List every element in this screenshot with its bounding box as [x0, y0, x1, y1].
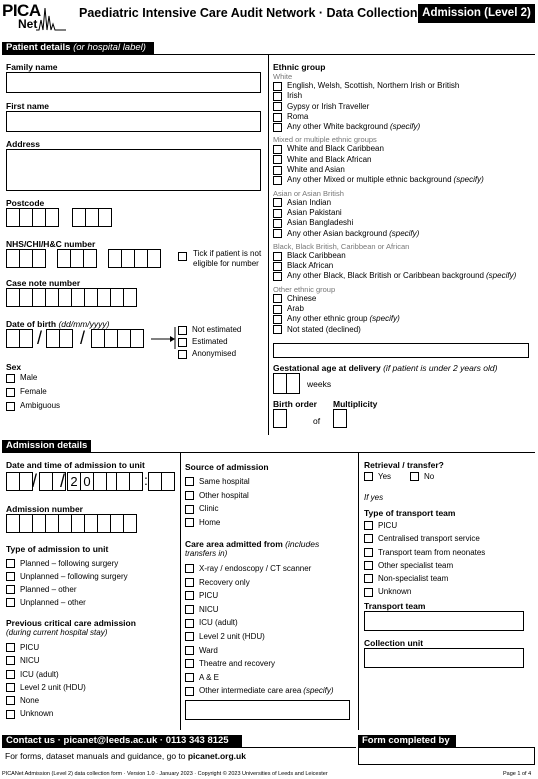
admission-divider-1 [180, 452, 181, 730]
care-other-intermediate[interactable] [185, 684, 334, 698]
checkbox[interactable] [364, 561, 373, 570]
specify-note: (specify) [453, 175, 484, 185]
patient-details-note: (or hospital label) [73, 42, 146, 53]
ethnic-option-other-mixed[interactable] [273, 175, 535, 185]
ethnic-option-chinese[interactable] [273, 294, 535, 304]
checkbox[interactable] [6, 598, 15, 607]
retrieval-no[interactable] [410, 472, 434, 481]
ethnic-option-other-asian[interactable] [273, 229, 535, 239]
option-label: Transport team from neonates [378, 547, 486, 557]
nhs-not-eligible-label [193, 249, 261, 269]
checkbox[interactable] [6, 559, 15, 568]
nhs-number-cells-3[interactable] [108, 249, 160, 268]
option-label: Unplanned – following surgery [20, 572, 128, 581]
first-name-field[interactable] [6, 111, 261, 132]
checkbox[interactable] [6, 696, 15, 705]
specify-note: (specify) [486, 271, 517, 281]
care-nicu[interactable] [185, 603, 334, 617]
retrieval-yes-label: Yes [378, 472, 392, 481]
previous-critical-care-options [6, 641, 86, 721]
retrieval-no-checkbox[interactable] [410, 472, 419, 481]
admission-datetime-label: Date and time of admission to unit [6, 460, 145, 470]
ethnic-option-label: Any other ethnic group [287, 314, 368, 324]
ethnic-option-label: Any other White background [287, 122, 388, 132]
form-completed-by-header: Form completed by [358, 735, 456, 747]
sex-ambiguous-checkbox[interactable] [6, 402, 15, 411]
ethnic-option-label: Asian Bangladeshi [287, 218, 354, 228]
option-label: None [20, 696, 40, 706]
checkbox[interactable] [185, 632, 194, 641]
option-label: Planned – following surgery [20, 559, 119, 568]
checkbox[interactable] [273, 102, 282, 111]
option-label: Unplanned – other [20, 598, 86, 607]
transport-non-specialist[interactable] [364, 572, 485, 585]
transport-type-label: Type of transport team [364, 508, 456, 518]
sex-ambiguous-label: Ambiguous [20, 401, 61, 410]
family-name-label: Family name [6, 62, 58, 72]
care-theatre-recovery[interactable] [185, 657, 334, 671]
option-label: NICU [199, 604, 219, 614]
checkbox[interactable] [6, 710, 15, 719]
option-label: X-ray / endoscopy / CT scanner [199, 564, 312, 573]
dob-bracket-arrow-icon [150, 325, 178, 351]
dob-format-note: (dd/mm/yyyy) [58, 319, 110, 329]
ethnic-option-label: Asian Pakistani [287, 207, 342, 217]
ethnic-option-label: Not stated (declined) [287, 324, 361, 334]
option-label: ICU (adult) [199, 618, 238, 628]
patient-details-title: Patient details [6, 42, 71, 53]
address-label: Address [6, 139, 41, 149]
dob-option-estimated[interactable] [178, 336, 241, 348]
checkbox[interactable] [273, 176, 282, 185]
checkbox[interactable] [185, 619, 194, 628]
admission-number-label: Admission number [6, 504, 83, 514]
checkbox[interactable] [185, 477, 194, 486]
ethnic-option-black-african[interactable] [273, 261, 535, 271]
previous-critical-care-note: (during current hospital stay) [6, 628, 108, 637]
specify-note: (specify) [369, 314, 400, 324]
checkbox[interactable] [185, 518, 194, 527]
specify-note: (specify) [389, 228, 420, 238]
transport-other-specialist[interactable] [364, 559, 485, 572]
admission-divider-2 [358, 452, 359, 730]
transport-centralised[interactable] [364, 532, 485, 545]
care-recovery-only[interactable] [185, 576, 334, 590]
checkbox[interactable] [273, 123, 282, 132]
gestational-age-label [273, 363, 497, 373]
nhs-not-eligible-line-1: Tick if patient is not [193, 249, 262, 258]
nhs-not-eligible-checkbox[interactable] [178, 252, 187, 261]
checkbox[interactable] [273, 325, 282, 334]
option-label: Clinic [199, 504, 219, 514]
ethnic-heading-white: White [273, 72, 293, 81]
ethnic-heading-black: Black, Black British, Caribbean or African [273, 241, 410, 251]
patient-column-divider [268, 54, 269, 435]
postcode-label: Postcode [6, 198, 45, 208]
dob-estimate-options [178, 324, 241, 360]
checkbox[interactable] [364, 548, 373, 557]
ethnic-option-label: Chinese [287, 293, 317, 303]
sex-label: Sex [6, 362, 22, 372]
dob-year-cells[interactable] [91, 329, 143, 348]
prev-nicu[interactable] [6, 654, 86, 667]
admission-day-cells[interactable] [6, 472, 32, 491]
sex-female-checkbox[interactable] [6, 388, 15, 397]
checkbox[interactable] [273, 219, 282, 228]
dob-day-cells[interactable] [6, 329, 32, 348]
ethnic-option-label: Gypsy or Irish Traveller [287, 101, 370, 111]
sex-male-label: Male [20, 373, 38, 382]
ethnic-specify-field[interactable] [273, 343, 529, 358]
retrieval-transfer-label: Retrieval / transfer? [364, 460, 444, 470]
ethnic-option-label: White and Black Caribbean [287, 144, 384, 154]
checkbox[interactable] [273, 252, 282, 261]
checkbox[interactable] [185, 659, 194, 668]
checkbox[interactable] [273, 145, 282, 154]
ethnic-option-label: Any other Asian background [287, 228, 388, 238]
checkbox[interactable] [364, 588, 373, 597]
dob-anonymised-checkbox[interactable] [178, 350, 187, 359]
checkbox[interactable] [185, 646, 194, 655]
checkbox[interactable] [6, 643, 15, 652]
option-label: Theatre and recovery [199, 659, 276, 669]
checkbox[interactable] [185, 687, 194, 696]
year-digit-0: 0 [80, 472, 94, 491]
dob-anonymised-label: Anonymised [192, 349, 237, 358]
option-label: PICU [378, 521, 398, 530]
care-area-note-1: (includes [285, 539, 320, 549]
checkbox[interactable] [6, 585, 15, 594]
dob-separator-1: / [37, 328, 43, 348]
checkbox[interactable] [185, 673, 194, 682]
ethnic-option-label: Black African [287, 261, 334, 271]
ethnic-option-asian-pakistani[interactable] [273, 208, 535, 218]
checkbox[interactable] [364, 521, 373, 530]
source-other-hospital[interactable] [185, 489, 250, 503]
nhs-number-cells-2[interactable] [57, 249, 96, 268]
ethnic-option-label: Asian Indian [287, 197, 332, 207]
ethnic-heading-other: Other ethnic group [273, 284, 336, 294]
care-area-title: Care area admitted from [185, 539, 283, 549]
checkbox[interactable] [273, 166, 282, 175]
prev-none[interactable] [6, 694, 86, 707]
footer-page-number: Page 1 of 4 [503, 771, 532, 777]
source-of-admission-options [185, 475, 250, 530]
contact-rule [2, 747, 356, 748]
option-label: Unknown [378, 587, 412, 597]
type-unplanned-surgery[interactable] [6, 570, 128, 583]
checkbox[interactable] [273, 113, 282, 122]
ethnic-option-label: Roma [287, 111, 309, 121]
ethnic-group-list [273, 72, 535, 335]
care-level2-hdu[interactable] [185, 630, 334, 644]
logo-text-net: Net [18, 17, 38, 31]
checkbox[interactable] [6, 683, 15, 692]
type-planned-other[interactable] [6, 583, 128, 596]
address-field[interactable] [6, 149, 261, 191]
ethnic-option-other-black[interactable] [273, 271, 535, 281]
care-icu-adult[interactable] [185, 616, 334, 630]
dob-not-estimated-checkbox[interactable] [178, 326, 187, 335]
checkbox[interactable] [185, 564, 194, 573]
care-area-options [185, 562, 334, 698]
dob-estimated-label: Estimated [192, 337, 228, 346]
specify-note: (specify) [303, 686, 334, 696]
sex-male-checkbox[interactable] [6, 374, 15, 383]
retrieval-no-label: No [424, 472, 435, 481]
year-digit-2: 2 [67, 472, 81, 491]
checkbox[interactable] [273, 155, 282, 164]
ethnic-option-other-white[interactable] [273, 122, 535, 132]
checkbox[interactable] [273, 262, 282, 271]
ethnic-option-label: Any other Black, Black British or Caribbean background [287, 271, 484, 281]
heartbeat-icon [36, 6, 68, 32]
family-name-field[interactable] [6, 72, 261, 93]
checkbox[interactable] [185, 578, 194, 587]
option-label: NICU [20, 656, 40, 666]
retrieval-yes-checkbox[interactable] [364, 472, 373, 481]
multiplicity-field[interactable] [333, 409, 347, 428]
sex-option-female[interactable] [6, 385, 60, 399]
checkbox[interactable] [273, 82, 282, 91]
dob-option-anonymised[interactable] [178, 348, 241, 360]
ethnic-option-white-british[interactable] [273, 81, 535, 91]
source-home[interactable] [185, 516, 250, 530]
option-label: Same hospital [199, 477, 250, 486]
collection-unit-field[interactable] [364, 648, 524, 668]
option-label: A & E [199, 672, 220, 682]
checkbox[interactable] [185, 491, 194, 500]
if-yes-label: If yes [364, 493, 384, 502]
option-label: Recovery only [199, 577, 250, 587]
transport-unknown[interactable] [364, 585, 485, 598]
option-label: Other hospital [199, 490, 249, 500]
admission-type-label: Type of admission to unit [6, 544, 109, 554]
prev-icu-adult[interactable] [6, 668, 86, 681]
dob-estimated-checkbox[interactable] [178, 338, 187, 347]
ethnic-option-roma[interactable] [273, 112, 535, 122]
option-label: Planned – other [20, 585, 77, 594]
postcode-cells-outward[interactable] [6, 208, 58, 227]
ethnic-option-asian-indian[interactable] [273, 198, 535, 208]
transport-neonates[interactable] [364, 546, 485, 559]
ethnic-option-asian-bangladeshi[interactable] [273, 218, 535, 228]
collection-unit-label: Collection unit [364, 638, 424, 648]
birth-order-field[interactable] [273, 409, 287, 428]
dob-month-cells[interactable] [46, 329, 72, 348]
ethnic-option-label: Irish [287, 91, 303, 101]
prev-unknown[interactable] [6, 707, 86, 720]
previous-critical-care-label: Previous critical care admission [6, 618, 136, 628]
option-label: PICU [199, 591, 219, 601]
option-label: Non-specialist team [378, 574, 449, 584]
option-label: Ward [199, 645, 218, 655]
checkbox[interactable] [273, 198, 282, 207]
prev-picu[interactable] [6, 641, 86, 654]
admission-date-separator-2: / [60, 471, 66, 491]
postcode-cells-inward[interactable] [72, 208, 111, 227]
transport-picu[interactable] [364, 519, 485, 532]
ethnic-option-label: White and Asian [287, 165, 345, 175]
ethnic-heading-asian: Asian or Asian British [273, 188, 344, 198]
ethnic-option-irish[interactable] [273, 91, 535, 101]
nhs-not-eligible-line-2: eligible for number [193, 259, 259, 268]
ethnic-option-label: Any other Mixed or multiple ethnic background [287, 175, 452, 185]
type-planned-surgery[interactable] [6, 557, 128, 570]
transport-type-options [364, 519, 485, 599]
care-picu[interactable] [185, 589, 334, 603]
admission-time-separator: : [144, 472, 148, 488]
sex-options [6, 371, 60, 413]
option-label: Other intermediate care area [199, 686, 302, 696]
ethnic-option-other-ethnic[interactable] [273, 314, 535, 324]
ethnic-option-white-black-caribbean[interactable] [273, 144, 535, 154]
ethnic-option-white-asian[interactable] [273, 165, 535, 175]
admission-minute-cells[interactable] [148, 472, 174, 491]
care-area-note-2: transfers in) [185, 549, 228, 558]
source-of-admission-label: Source of admission [185, 462, 269, 472]
form-title: Paediatric Intensive Care Audit Network · Data Collection [79, 6, 418, 20]
sex-option-male[interactable] [6, 371, 60, 385]
specify-note: (specify) [389, 122, 421, 132]
dob-label-text: Date of birth [6, 319, 57, 329]
care-xray[interactable] [185, 562, 334, 576]
gestational-age-cells[interactable] [273, 373, 299, 394]
nhs-number-label: NHS/CHI/H&C number [6, 239, 96, 249]
option-label: Unknown [20, 709, 54, 719]
admission-hour-cells[interactable] [116, 472, 142, 491]
option-label: ICU (adult) [20, 669, 59, 679]
weeks-label: weeks [307, 379, 332, 389]
contact-bar: Contact us · picanet@leeds.ac.uk · 0113 343 8125 [2, 735, 242, 747]
checkbox[interactable] [6, 572, 15, 581]
care-area-specify-field[interactable] [185, 700, 350, 720]
form-type-badge: Admission (Level 2) [418, 4, 535, 23]
checkbox[interactable] [273, 305, 282, 314]
multiplicity-label: Multiplicity [333, 399, 378, 409]
dob-not-estimated-label: Not estimated [192, 325, 242, 334]
footer-copyright: PICANet Admission (Level 2) data collection form · Version 1.0 · January 2023 · Copyright © 2023 Universities of Leeds and Leicester [2, 771, 328, 777]
birth-order-of-label: of [313, 416, 321, 426]
checkbox[interactable] [185, 591, 194, 600]
option-label: Centralised transport service [378, 534, 480, 544]
contact-line-text: For forms, dataset manuals and guidance, go to [5, 751, 188, 761]
contact-line [5, 751, 246, 761]
form-completed-by-field[interactable] [358, 747, 535, 765]
case-note-cells[interactable] [6, 288, 136, 307]
patient-details-header [2, 42, 154, 54]
picanet-logo [2, 2, 68, 32]
sex-female-label: Female [20, 387, 47, 396]
care-a-and-e[interactable] [185, 671, 334, 685]
admission-details-header: Admission details [2, 440, 91, 452]
ethnic-option-white-black-african[interactable] [273, 155, 535, 165]
dob-label [6, 319, 109, 329]
ethnic-option-label: English, Welsh, Scottish, Northern Irish or British [287, 81, 460, 90]
logo-text-pica: PICA [2, 1, 41, 20]
ethnic-option-label: Arab [287, 304, 304, 314]
care-ward[interactable] [185, 644, 334, 658]
nhs-number-cells-1[interactable] [6, 249, 45, 268]
option-label: Level 2 unit (HDU) [199, 631, 265, 641]
ethnic-group-label: Ethnic group [273, 62, 326, 72]
dob-separator-2: / [80, 328, 86, 348]
type-unplanned-other[interactable] [6, 596, 128, 609]
option-label: PICU [20, 643, 40, 652]
ethnic-option-arab[interactable] [273, 304, 535, 314]
admission-top-rule [2, 452, 535, 453]
ethnic-option-label: White and Black African [287, 154, 372, 164]
checkbox[interactable] [185, 605, 194, 614]
admission-type-options [6, 557, 128, 609]
checkbox[interactable] [273, 92, 282, 101]
checkbox[interactable] [273, 315, 282, 324]
ethnic-option-not-stated[interactable] [273, 325, 535, 335]
ethnic-option-label: Black Caribbean [287, 250, 346, 260]
admission-date-separator-1: / [32, 471, 38, 491]
retrieval-yes[interactable] [364, 472, 391, 481]
checkbox[interactable] [273, 209, 282, 218]
checkbox[interactable] [6, 656, 15, 665]
birth-order-label: Birth order [273, 399, 317, 409]
option-label: Level 2 unit (HDU) [20, 682, 86, 692]
checkbox[interactable] [364, 534, 373, 543]
gestational-age-note: (if patient is under 2 years old) [383, 363, 498, 373]
ethnic-option-gypsy-traveller[interactable] [273, 102, 535, 112]
admission-year-cells[interactable] [67, 472, 119, 491]
gestational-age-title: Gestational age at delivery [273, 363, 381, 373]
checkbox[interactable] [6, 670, 15, 679]
checkbox[interactable] [185, 505, 194, 514]
checkbox[interactable] [273, 272, 282, 281]
dob-option-not-estimated[interactable] [178, 324, 241, 336]
source-same-hospital[interactable] [185, 475, 250, 489]
prev-level2-hdu[interactable] [6, 681, 86, 694]
source-clinic[interactable] [185, 502, 250, 516]
transport-team-label: Transport team [364, 601, 426, 611]
checkbox[interactable] [273, 294, 282, 303]
transport-team-field[interactable] [364, 611, 524, 631]
ethnic-option-black-caribbean[interactable] [273, 251, 535, 261]
sex-option-ambiguous[interactable] [6, 399, 60, 413]
option-label: Other specialist team [378, 560, 454, 570]
case-note-label: Case note number [6, 278, 81, 288]
admission-number-cells[interactable] [6, 514, 136, 533]
first-name-label: First name [6, 101, 49, 111]
care-area-label [185, 539, 319, 549]
checkbox[interactable] [273, 229, 282, 238]
picanet-website-link[interactable]: picanet.org.uk [187, 751, 246, 761]
option-label: Home [199, 518, 221, 528]
checkbox[interactable] [364, 574, 373, 583]
ethnic-heading-mixed: Mixed or multiple ethnic groups [273, 135, 377, 145]
